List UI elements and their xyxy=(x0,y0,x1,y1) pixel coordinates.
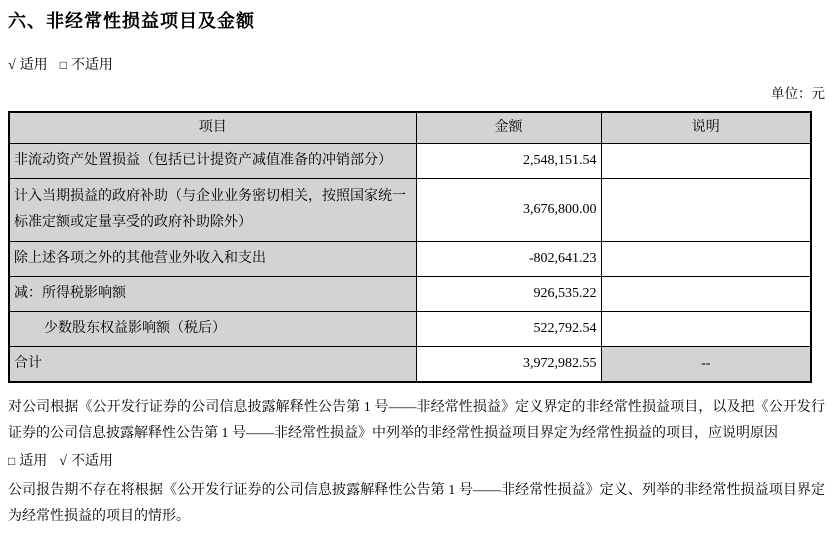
statement-paragraph: 公司报告期不存在将根据《公开发行证券的公司信息披露解释性公告第 1 号——非经常性损益》定义、列举的非经常性损益项目界定为经常性损益的项目的情形。 xyxy=(8,483,825,524)
note-cell xyxy=(601,312,811,347)
note-cell xyxy=(601,242,811,277)
table-row xyxy=(9,144,811,179)
amount-cell: -802,641.23 xyxy=(416,242,601,277)
table-row-total xyxy=(9,347,811,383)
item-cell: 非流动资产处置损益（包括已计提资产减值准备的冲销部分） xyxy=(9,144,416,179)
applicable-toggle-bottom xyxy=(8,452,825,471)
non-recurring-items-table xyxy=(8,111,812,383)
not-applicable-label: 不适用 xyxy=(70,454,113,469)
note-cell xyxy=(601,277,811,312)
applicable-label: 适用 xyxy=(19,58,48,73)
column-header-amount: 金额 xyxy=(416,112,601,144)
note-cell xyxy=(601,179,811,242)
item-cell-total: 合计 xyxy=(9,347,416,383)
checkmark-icon: √ xyxy=(59,454,67,469)
table-row xyxy=(9,277,811,312)
table-header-row xyxy=(9,112,811,144)
checkbox-empty-icon: □ xyxy=(8,454,16,468)
applicable-label: 适用 xyxy=(19,454,48,469)
column-header-note: 说明 xyxy=(601,112,811,144)
applicable-toggle-top xyxy=(8,56,825,75)
table-row xyxy=(9,242,811,277)
amount-cell: 2,548,151.54 xyxy=(416,144,601,179)
amount-cell: 522,792.54 xyxy=(416,312,601,347)
note-cell xyxy=(601,144,811,179)
table-row xyxy=(9,179,811,242)
explanation-paragraph: 对公司根据《公开发行证券的公司信息披露解释性公告第 1 号——非经常性损益》定义界定的非经常性损益项目，以及把《公开发行证券的公司信息披露解释性公告第 1 号——非经常性损益》中列举的非经常性损益项目界定为经常性损益的项目，应说明原因 xyxy=(8,400,825,441)
not-applicable-label: 不适用 xyxy=(70,58,113,73)
amount-cell: 3,676,800.00 xyxy=(416,179,601,242)
section-title: 六、非经常性损益项目及金额 xyxy=(8,11,255,31)
checkbox-empty-icon: □ xyxy=(59,58,67,72)
table-row xyxy=(9,312,811,347)
amount-cell: 926,535.22 xyxy=(416,277,601,312)
item-cell: 少数股东权益影响额（税后） xyxy=(9,312,416,347)
item-cell: 计入当期损益的政府补助（与企业业务密切相关，按照国家统一标准定额或定量享受的政府补助除外） xyxy=(9,179,416,242)
checkmark-icon: √ xyxy=(8,58,16,73)
item-cell: 除上述各项之外的其他营业外收入和支出 xyxy=(9,242,416,277)
amount-cell-total: 3,972,982.55 xyxy=(416,347,601,383)
column-header-item: 项目 xyxy=(9,112,416,144)
note-cell-total: -- xyxy=(601,347,811,383)
unit-label: 单位：元 xyxy=(771,86,825,101)
item-cell: 减：所得税影响额 xyxy=(9,277,416,312)
